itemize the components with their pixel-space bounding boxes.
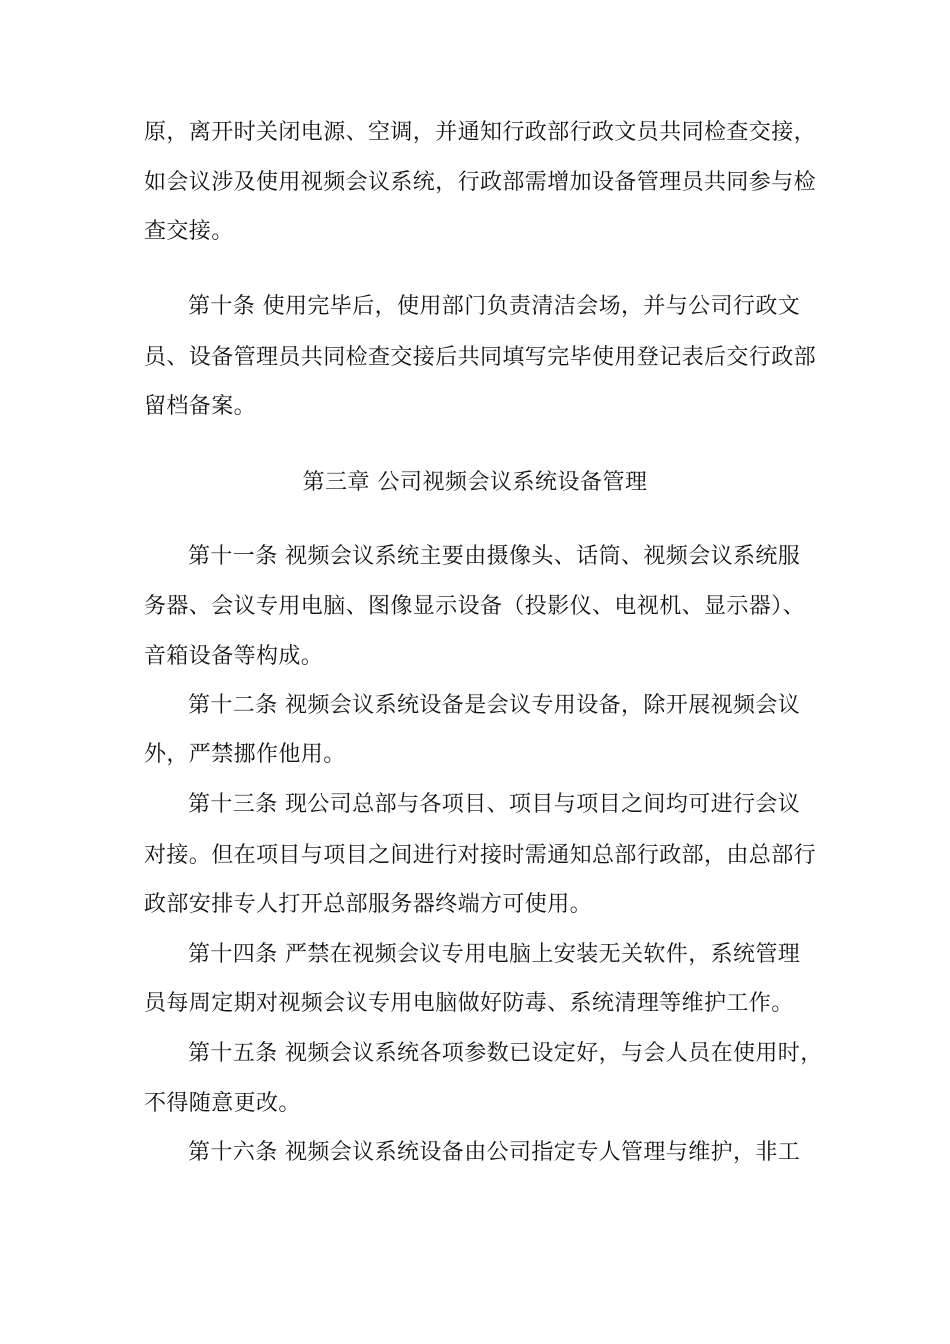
article-11-line: 第十一条 视频会议系统主要由摄像头、话筒、视频会议系统服 — [188, 544, 801, 569]
article-13-line: 第十三条 现公司总部与各项目、项目与项目之间均可进行会议 — [188, 792, 801, 817]
paragraph-line: 原，离开时关闭电源、空调，并通知行政部行政文员共同检查交接， — [144, 120, 817, 145]
paragraph-line: 留档备案。 — [144, 394, 257, 419]
article-15-line: 第十五条 视频会议系统各项参数已设定好，与会人员在使用时， — [188, 1041, 823, 1066]
paragraph-line: 务器、会议专用电脑、图像显示设备（投影仪、电视机、显示器）、 — [144, 594, 806, 619]
paragraph-line: 如会议涉及使用视频会议系统，行政部需增加设备管理员共同参与检 — [144, 170, 817, 195]
article-12-line: 第十二条 视频会议系统设备是会议专用设备，除开展视频会议 — [188, 693, 801, 718]
chapter-heading: 第三章 公司视频会议系统设备管理 — [302, 470, 648, 495]
paragraph-line: 政部安排专人打开总部服务器终端方可使用。 — [144, 892, 593, 917]
paragraph-line: 查交接。 — [144, 219, 234, 244]
article-14-line: 第十四条 严禁在视频会议专用电脑上安装无关软件，系统管理 — [188, 942, 801, 967]
paragraph-line: 对接。但在项目与项目之间进行对接时需通知总部行政部，由总部行 — [144, 843, 817, 868]
paragraph-line: 外，严禁挪作他用。 — [144, 742, 346, 767]
paragraph-line: 不得随意更改。 — [144, 1091, 301, 1116]
article-16-line: 第十六条 视频会议系统设备由公司指定专人管理与维护，非工 — [188, 1140, 801, 1165]
paragraph-line: 员每周定期对视频会议专用电脑做好防毒、系统清理等维护工作。 — [144, 991, 794, 1016]
article-10-line: 第十条 使用完毕后，使用部门负责清洁会场，并与公司行政文 — [188, 294, 801, 319]
paragraph-line: 音箱设备等构成。 — [144, 644, 324, 669]
paragraph-line: 员、设备管理员共同检查交接后共同填写完毕使用登记表后交行政部 — [144, 345, 817, 370]
